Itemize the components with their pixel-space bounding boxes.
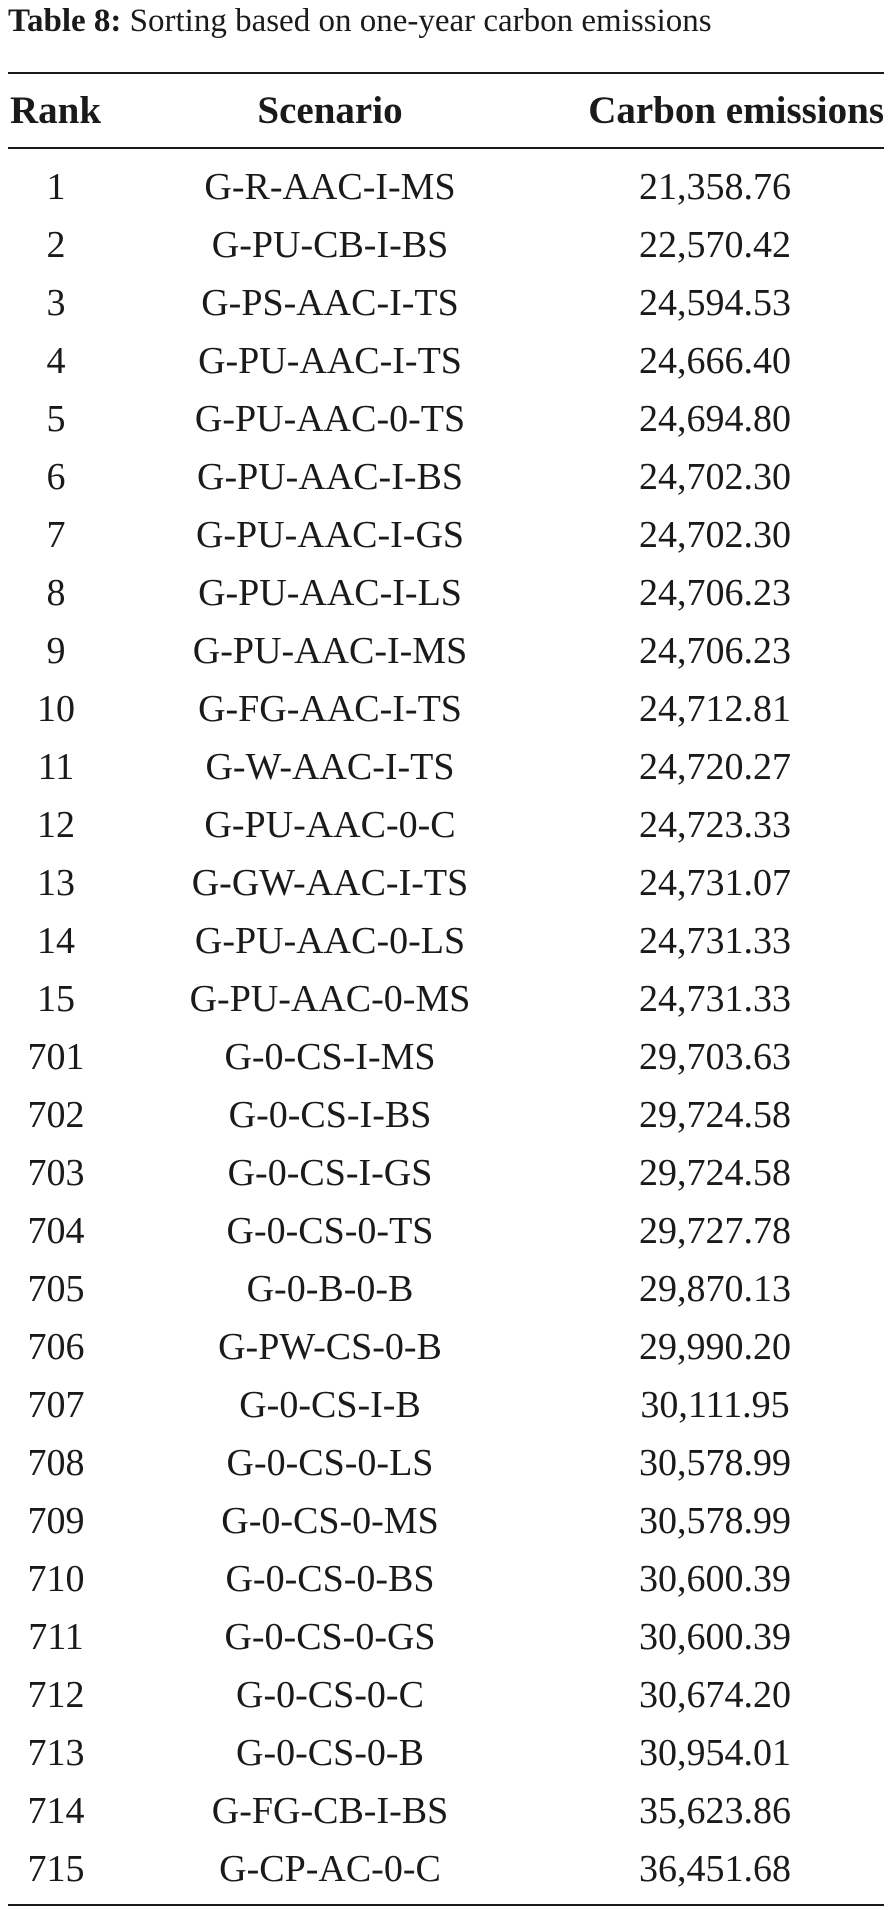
table-row: [0, 1383, 889, 1441]
scenario-cell: G-PU-AAC-I-BS: [197, 456, 463, 498]
carbon-emissions-cell: 24,720.27: [639, 746, 791, 788]
table-row: [0, 803, 889, 861]
scenario-cell: G-0-CS-0-LS: [226, 1442, 434, 1484]
rank-cell: 706: [27, 1326, 85, 1368]
table-row: [0, 1499, 889, 1557]
rank-cell: 1: [46, 166, 66, 208]
carbon-emissions-cell: 24,702.30: [639, 456, 791, 498]
carbon-emissions-cell: 29,703.63: [639, 1036, 791, 1078]
table-row: [0, 513, 889, 571]
scenario-cell: G-0-CS-0-B: [236, 1732, 424, 1774]
scenario-cell: G-PU-AAC-I-GS: [195, 514, 465, 556]
scenario-cell: G-PU-AAC-I-MS: [192, 630, 468, 672]
carbon-emissions-cell: 30,954.01: [639, 1732, 791, 1774]
carbon-emissions-cell: 24,594.53: [639, 282, 791, 324]
carbon-emissions-cell: 21,358.76: [639, 166, 791, 208]
rank-cell: 14: [37, 920, 75, 962]
scenario-cell: G-0-B-0-B: [246, 1268, 414, 1310]
scenario-cell: G-0-CS-0-C: [236, 1674, 424, 1716]
rank-cell: 11: [37, 746, 75, 788]
table-caption: [8, 0, 712, 42]
rank-cell: 703: [27, 1152, 85, 1194]
rank-cell: 715: [27, 1848, 85, 1890]
scenario-cell: G-0-CS-0-TS: [226, 1210, 434, 1252]
table-row: [0, 1151, 889, 1209]
carbon-emissions-cell: 30,578.99: [639, 1442, 791, 1484]
scenario-cell: G-CP-AC-0-C: [219, 1848, 441, 1890]
table-caption-label: Table 8:: [8, 3, 122, 39]
table-row: [0, 1325, 889, 1383]
table-header-rule: [8, 147, 884, 149]
table-header-row: [0, 90, 889, 132]
table-body: [0, 165, 889, 1905]
rank-cell: 714: [27, 1790, 85, 1832]
scenario-cell: G-PU-AAC-0-LS: [194, 920, 466, 962]
rank-cell: 9: [46, 630, 66, 672]
scenario-cell: G-PW-CS-0-B: [218, 1326, 442, 1368]
carbon-emissions-cell: 24,731.33: [639, 920, 791, 962]
scenario-cell: G-GW-AAC-I-TS: [191, 862, 469, 904]
rank-cell: 702: [27, 1094, 85, 1136]
rank-cell: 2: [46, 224, 66, 266]
carbon-emissions-cell: 29,727.78: [639, 1210, 791, 1252]
carbon-emissions-cell: 24,706.23: [639, 572, 791, 614]
carbon-emissions-cell: 30,578.99: [639, 1500, 791, 1542]
rank-cell: 710: [27, 1558, 85, 1600]
rank-cell: 713: [27, 1732, 85, 1774]
rank-cell: 705: [27, 1268, 85, 1310]
table-caption-text: Sorting based on one-year carbon emissions: [129, 3, 712, 39]
scenario-cell: G-0-CS-0-GS: [224, 1616, 436, 1658]
table-row: [0, 455, 889, 513]
table-row: [0, 1557, 889, 1615]
carbon-emissions-cell: 30,600.39: [639, 1558, 791, 1600]
rank-cell: 4: [46, 340, 66, 382]
scenario-cell: G-PS-AAC-I-TS: [201, 282, 459, 324]
table-row: [0, 281, 889, 339]
table-row: [0, 687, 889, 745]
table-row: [0, 1035, 889, 1093]
carbon-emissions-cell: 30,674.20: [639, 1674, 791, 1716]
table-top-rule: [8, 72, 884, 74]
header-rank: Rank: [10, 89, 102, 132]
rank-cell: 708: [27, 1442, 85, 1484]
scenario-cell: G-PU-CB-I-BS: [211, 224, 449, 266]
scenario-cell: G-PU-AAC-0-C: [204, 804, 456, 846]
scenario-cell: G-FG-AAC-I-TS: [198, 688, 462, 730]
scenario-cell: G-R-AAC-I-MS: [204, 166, 456, 208]
scenario-cell: G-0-CS-I-B: [239, 1384, 421, 1426]
carbon-emissions-cell: 29,724.58: [639, 1094, 791, 1136]
scenario-cell: G-PU-AAC-0-MS: [189, 978, 471, 1020]
table-row: [0, 1615, 889, 1673]
scenario-cell: G-0-CS-I-GS: [227, 1152, 433, 1194]
rank-cell: 712: [27, 1674, 85, 1716]
scenario-cell: G-0-CS-0-MS: [221, 1500, 439, 1542]
table-row: [0, 629, 889, 687]
table-row: [0, 919, 889, 977]
carbon-emissions-cell: 35,623.86: [639, 1790, 791, 1832]
scenario-cell: G-FG-CB-I-BS: [211, 1790, 449, 1832]
rank-cell: 3: [46, 282, 66, 324]
table-row: [0, 165, 889, 223]
carbon-emissions-cell: 29,990.20: [639, 1326, 791, 1368]
rank-cell: 711: [28, 1616, 84, 1658]
table-row: [0, 977, 889, 1035]
carbon-emissions-cell: 24,723.33: [639, 804, 791, 846]
table-bottom-rule: [8, 1904, 884, 1906]
rank-cell: 6: [46, 456, 66, 498]
scenario-cell: G-PU-AAC-0-TS: [194, 398, 466, 440]
scenario-cell: G-0-CS-I-MS: [224, 1036, 436, 1078]
carbon-emissions-cell: 24,712.81: [639, 688, 791, 730]
table-row: [0, 1093, 889, 1151]
table-row: [0, 745, 889, 803]
table-row: [0, 861, 889, 919]
rank-cell: 7: [46, 514, 66, 556]
header-scenario: Scenario: [257, 89, 403, 132]
rank-cell: 5: [46, 398, 66, 440]
carbon-emissions-cell: 36,451.68: [639, 1848, 791, 1890]
carbon-emissions-cell: 30,600.39: [639, 1616, 791, 1658]
carbon-emissions-cell: 24,702.30: [639, 514, 791, 556]
table-row: [0, 1731, 889, 1789]
rank-cell: 15: [37, 978, 75, 1020]
table-row: [0, 1673, 889, 1731]
rank-cell: 13: [37, 862, 75, 904]
table-row: [0, 1209, 889, 1267]
carbon-emissions-cell: 24,731.33: [639, 978, 791, 1020]
scenario-cell: G-W-AAC-I-TS: [205, 746, 455, 788]
carbon-emissions-cell: 30,111.95: [640, 1384, 790, 1426]
table-row: [0, 223, 889, 281]
rank-cell: 10: [37, 688, 75, 730]
header-carbon-emissions: Carbon emissions: [588, 89, 884, 132]
table-row: [0, 1441, 889, 1499]
rank-cell: 709: [27, 1500, 85, 1542]
carbon-emissions-cell: 24,694.80: [639, 398, 791, 440]
table-row: [0, 571, 889, 629]
rank-cell: 701: [27, 1036, 85, 1078]
rank-cell: 8: [46, 572, 66, 614]
carbon-emissions-cell: 29,870.13: [639, 1268, 791, 1310]
scenario-cell: G-PU-AAC-I-TS: [198, 340, 462, 382]
scenario-cell: G-0-CS-I-BS: [228, 1094, 432, 1136]
rank-cell: 707: [27, 1384, 85, 1426]
rank-cell: 12: [37, 804, 75, 846]
table-row: [0, 339, 889, 397]
carbon-emissions-cell: 24,731.07: [639, 862, 791, 904]
table-row: [0, 1267, 889, 1325]
table-row: [0, 1847, 889, 1905]
rank-cell: 704: [27, 1210, 85, 1252]
carbon-emissions-cell: 29,724.58: [639, 1152, 791, 1194]
carbon-emissions-cell: 22,570.42: [639, 224, 791, 266]
table-row: [0, 1789, 889, 1847]
scenario-cell: G-0-CS-0-BS: [225, 1558, 435, 1600]
carbon-emissions-cell: 24,706.23: [639, 630, 791, 672]
table-row: [0, 397, 889, 455]
carbon-emissions-cell: 24,666.40: [639, 340, 791, 382]
scenario-cell: G-PU-AAC-I-LS: [198, 572, 462, 614]
